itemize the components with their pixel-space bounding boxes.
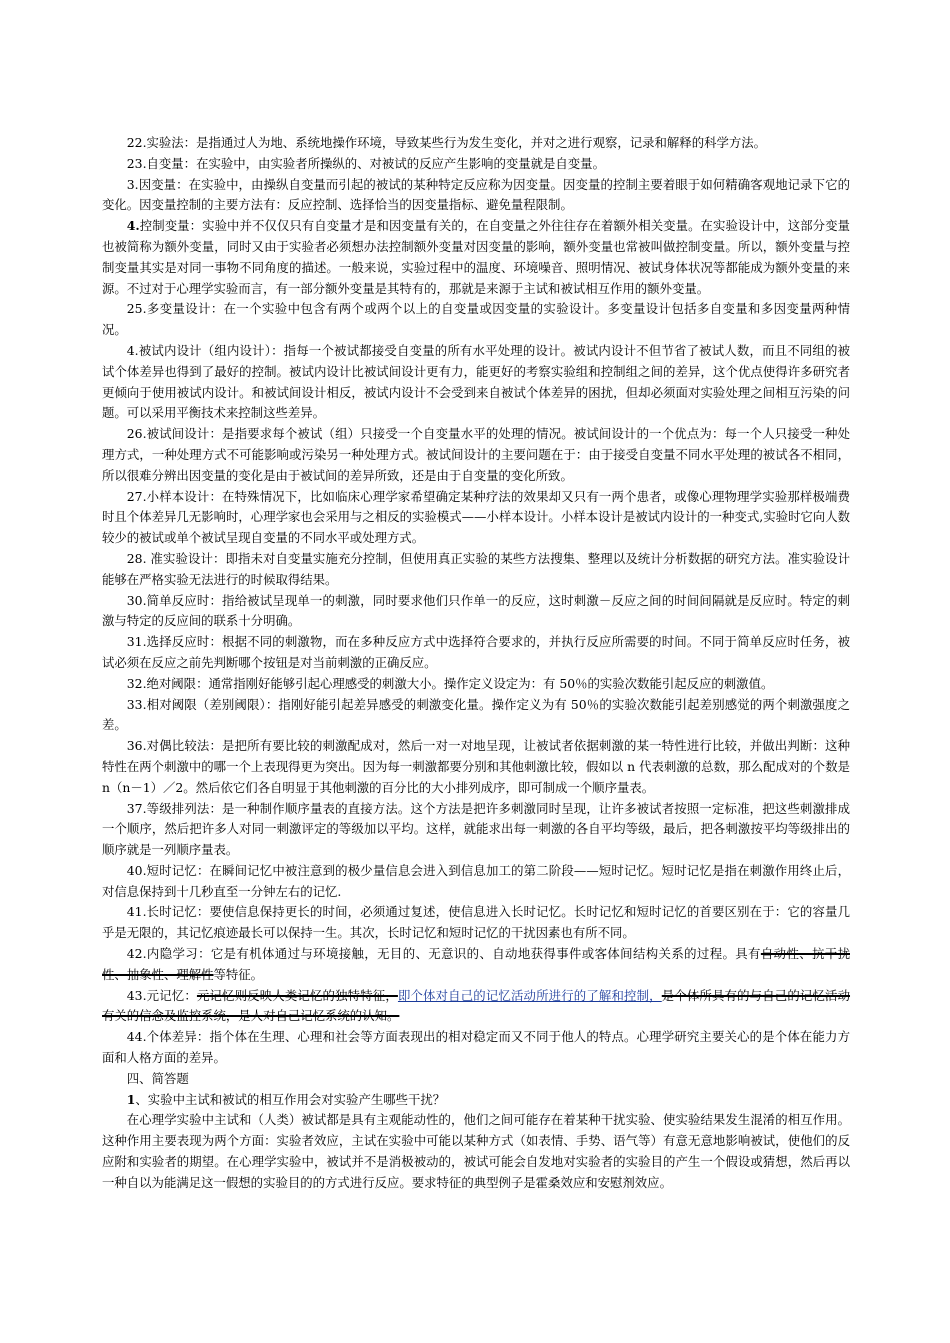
term-22: 22.实验法：是指通过人为地、系统地操作环境，导致某些行为发生变化，并对之进行观察，记录和解释的科学方法。 (126, 135, 767, 150)
term-4-number: 4. (126, 218, 140, 234)
term-40: 40.短时记忆：在瞬间记忆中被注意到的极少量信息会进入到信息加工的第二阶段——短时记忆。短时记忆是指在刺激作用终止后，对信息保持到十几秒直至一分钟左右的记忆. (102, 862, 850, 899)
term-42-text: 42.内隐学习：它是有机体通过与环境接触，无目的、无意识的、自动地获得事件或客体间结构关系的过程。具有 (126, 946, 761, 962)
term-23: 23.自变量：在实验中，由实验者所操纵的、对被试的反应产生影响的变量就是自变量。 (126, 155, 605, 171)
term-43-label: 43.元记忆： (126, 987, 197, 1003)
term-4-control-variable (102, 216, 850, 299)
question-1-number: 1 (126, 1091, 136, 1107)
question-1 (102, 1090, 850, 1111)
answer-1: 在心理学实验中主试和（人类）被试都是具有主观能动性的，他们之间可能存在着某种干扰实验、使实验结果发生混淆的相互作用。这种作用主要表现为两个方面：实验者效应，主试在实验中可能以某种方式（如表情、手势、语气等）有意无意地影响被试，使他们的反应附和实验者的期望。在心理学实验中，被试并不是消极被动的，被试可能会自发地对实验者的实验目的产生一个假设或猜想，然后再以一种自以为能满足这一假想的实验目的的方式进行反应。要求特征的典型例子是霍桑效应和安慰剂效应。 (102, 1112, 850, 1190)
term-43-struck-b: 是个体所具有的与自己的记忆活动有关的信念及监控系统，是人对自己记忆系统的认知。 (102, 987, 851, 1024)
term-31: 31.选择反应时：根据不同的刺激物，而在多种反应方式中选择符合要求的，并执行反应所需要的时间。不同于简单反应时任务，被试必须在反应之前先判断哪个按钮是对当前刺激的正确反应。 (102, 634, 850, 670)
term-42-after: 等特征。 (213, 966, 264, 982)
term-27: 27.小样本设计：在特殊情况下，比如临床心理学家希望确定某种疗法的效果却又只有一两个患者，或像心理物理学实验那样极端费时且个体差异几无影响时，心理学家也会采用与之相反的实验模式——小样本设计。小样本设计是被试内设计的一种变式,实验时它向人数较少的被试或单个被试呈现自变量的不同水平或处理方式。 (102, 488, 850, 546)
term-43-struck-a: 元记忆则反映人类记忆的独特特征， (196, 987, 398, 1003)
term-36: 36.对偶比较法：是把所有要比较的刺激配成对，然后一对一对地呈现，让被试者依据刺激的某一特性进行比较，并做出判断：这种特性在两个刺激中的哪一个上表现得更为突出。因为每一刺激都要分别和其他刺激比较，假如以 n 代表刺激的总数，那么配成对的个数是 n（n－1）／2。然后依它们各自明显于其他刺激的百分比的大小排列成序，即可制成一个顺序量表。 (102, 738, 850, 795)
term-26: 26.被试间设计：是指要求每个被试（组）只接受一个自变量水平的处理的情况。被试间设计的一个优点为：每一个人只接受一种处理方式，一种处理方式不可能影响或污染另一种处理方式。被试间设计的主要问题在于：由于接受自变量不同水平处理的被试各不相同，所以很难分辨出因变量的变化是由于被试间的差异所致，还是由于自变量的变化所致。 (102, 426, 850, 483)
term-within-subject: 4.被试内设计（组内设计）：指每一个被试都接受自变量的所有水平处理的设计。被试内设计不但节省了被试人数，而且不同组的被试个体差异也得到了最好的控制。被试内设计比被试间设计更有力，能更好的考察实验组和控制组之间的差异，这个优点使得许多研究者更倾向于使用被试内设计。和被试间设计相反，被试内设计不会受到来自被试个体差异的困扰，但却必须面对实验处理之间相互污染的问题。可以采用平衡技术来控制这些差异。 (102, 342, 850, 421)
term-4-text: 控制变量：实验中并不仅仅只有自变量才是和因变量有关的，在自变量之外往往存在着额外相关变量。在实验设计中，这部分变量也被简称为额外变量，同时又由于实验者必须想办法控制额外变量对因变量的影响，额外变量也常被叫做控制变量。所以，额外变量与控制变量其实是对同一事物不同角度的描述。一般来说，实验过程中的温度、环境噪音、照明情况、被试身体状况等都能成为额外变量的来源。不过对于心理学实验而言，有一部分额外变量是其特有的，那就是来源于主试和被试相互作用的额外变量。 (102, 218, 850, 296)
term-43-revised: 即个体对自己的记忆活动所进行的了解和控制， (397, 987, 662, 1003)
term-43 (102, 986, 850, 1028)
section-title: 四、简答题 (126, 1070, 189, 1086)
term-42 (102, 944, 850, 986)
question-1-text: 、实验中主试和被试的相互作用会对实验产生哪些干扰？ (135, 1091, 446, 1107)
term-44: 44.个体差异：指个体在生理、心理和社会等方面表现出的相对稳定而又不同于他人的特点。心理学研究主要关心的是个体在能力方面和人格方面的差异。 (102, 1029, 850, 1066)
term-3: 3.因变量：在实验中，由操纵自变量而引起的被试的某种特定反应称为因变量。因变量的控制主要着眼于如何精确客观地记录下它的变化。因变量控制的主要方法有：反应控制、选择恰当的因变量指标、避免量程限制。 (102, 176, 850, 213)
term-28: 28. 准实验设计：即指未对自变量实施充分控制，但使用真正实验的某些方法搜集、整理以及统计分析数据的研究方法。准实验设计能够在严格实验无法进行的时候取得结果。 (102, 550, 850, 587)
term-32: 32.绝对阈限：通常指刚好能够引起心理感受的刺激大小。操作定义设定为：有 50％的实验次数能引起反应的刺激值。 (126, 675, 774, 691)
document-page (102, 133, 850, 1194)
term-41: 41.长时记忆：要使信息保持更长的时间，必须通过复述，使信息进入长时记忆。长时记忆和短时记忆的首要区别在于：它的容量几乎是无限的，其记忆痕迹最长可以保持一生。其次，长时记忆和短时记忆的干扰因素也有所不同。 (102, 904, 850, 941)
term-33: 33.相对阈限（差别阈限）：指刚好能引起差异感受的刺激变化量。操作定义为有 50％的实验次数能引起差别感觉的两个刺激强度之差。 (102, 696, 850, 733)
term-30: 30.简单反应时：指给被试呈现单一的刺激，同时要求他们只作单一的反应，这时刺激－反应之间的时间间隔就是反应时。特定的刺激与特定的反应间的联系十分明确。 (102, 592, 850, 629)
term-37: 37.等级排列法：是一种制作顺序量表的直接方法。这个方法是把许多刺激同时呈现，让许多被试者按照一定标准，把这些刺激排成一个顺序，然后把许多人对同一刺激评定的等级加以平均。这样，就能求出每一刺激的各自平均等级，最后，把各刺激按平均等级排出的顺序就是一列顺序量表。 (102, 800, 850, 858)
term-25: 25.多变量设计：在一个实验中包含有两个或两个以上的自变量或因变量的实验设计。多变量设计包括多自变量和多因变量两种情况。 (102, 301, 850, 338)
term-42-struck: 自动性、抗干扰性、抽象性、理解性 (102, 946, 850, 982)
